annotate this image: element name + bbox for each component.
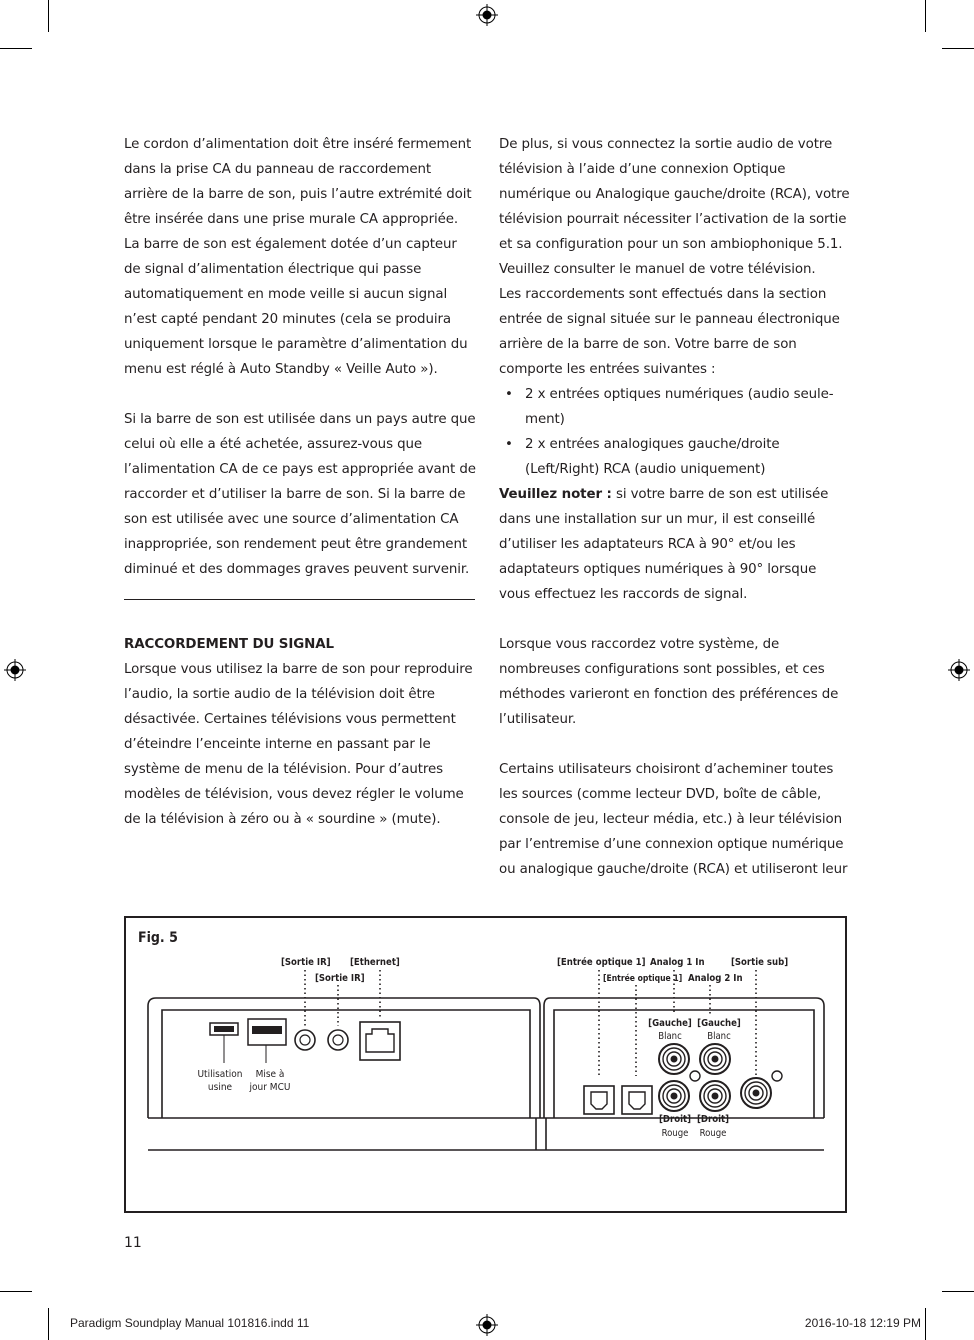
label-sortie-ir-2: [Sortie IR] [315, 973, 365, 984]
page-number: 11 [124, 1235, 142, 1251]
figure-title: Fig. 5 [138, 930, 178, 946]
crop-mark [0, 48, 32, 49]
paragraph: Si la barre de son est utilisée dans un pays autre que celui où elle a été achetée, assurez-vous que l’alimentation CA de ce pays est appropriée avant de raccorder et d’utiliser la barre de son. Si la barre de son est utilisée avec une source d’alimentation CA inappropriée, son rendement peut être grandement diminué et des dommages graves peuvent survenir. [124, 412, 476, 577]
label-blanc-1: Blanc [658, 1031, 682, 1042]
label-gauche-2: [Gauche] [697, 1018, 741, 1029]
rca-jack-icon [700, 1081, 730, 1111]
note-label: Veuillez noter : [499, 487, 612, 502]
paragraph: Lorsque vous utilisez la barre de son pour reproduire l’audio, la sortie audio de la télévision doit être désactivée. Certaines télévisions vous permettent d’éteindre l’enceinte interne en passant par le système de menu de la télévision. Pour d’autres modèles de télévision, vous devez régler le volume de la télévision à zéro ou à « sourdine » (mute). [124, 662, 473, 827]
label-mise: Mise à [255, 1069, 285, 1080]
note-paragraph [499, 482, 851, 607]
optical-port-icon [584, 1086, 614, 1114]
crop-mark [925, 0, 926, 32]
paragraph: Le cordon d’alimentation doit être inséré fermement dans la prise CA du panneau de raccordement arrière de la barre de son, puis l’autre extrémité doit être insérée dans une prise murale CA appropriée. [124, 137, 472, 227]
paragraph: Certains utilisateurs choisiront d’acheminer toutes les sources (comme lecteur DVD, boîte de câble, console de jeu, lecteur média, etc.) à leur télévision par l’entremise d’une connexion optique numérique ou analogique gauche/droite (RCA) et utiliseront leur [499, 762, 848, 877]
subwoofer-jack-icon [741, 1078, 771, 1108]
left-column [124, 132, 476, 582]
crop-mark [48, 0, 49, 32]
section-heading: RACCORDEMENT DU SIGNAL [124, 637, 334, 652]
label-analog-2: Analog 2 In [688, 973, 743, 984]
panel-diagram [126, 918, 849, 1215]
label-entree-optique-2: [Entrée optique 1] [603, 974, 683, 984]
crop-mark [942, 48, 974, 49]
registration-mark-icon [948, 659, 970, 681]
label-gauche-1: [Gauche] [648, 1018, 692, 1029]
label-droit-1: [Droit] [658, 1114, 692, 1125]
list-item: • 2 x entrées analogiques gauche/droite (Left/Right) RCA (audio uniquement) [499, 432, 851, 482]
label-blanc-2: Blanc [707, 1031, 731, 1042]
label-sortie-sub: [Sortie sub] [731, 957, 789, 968]
divider [124, 599, 475, 600]
signal-section [124, 632, 476, 832]
label-sortie-ir-1: [Sortie IR] [281, 957, 331, 968]
paragraph: De plus, si vous connectez la sortie audio de votre télévision à l’aide d’une connexion Optique numérique ou Analogique gauche/droite (RCA), votre télévision pourrait nécessiter l’activation de la sortie et sa configuration pour un son ambiophonique 5.1. Veuillez consulter le manuel de votre télévision. [499, 137, 850, 277]
paragraph: La barre de son est également dotée d’un capteur de signal d’alimentation électrique qui passe automatiquement en mode veille si aucun signal n’est capté pendant 20 minutes (cela se produira uniquement lorsque le paramètre d’alimentation du menu est réglé à Auto Standby « Veille Auto »). [124, 237, 468, 377]
label-utilisation: Utilisation [197, 1069, 243, 1080]
input-list [499, 382, 851, 482]
rca-jack-icon [659, 1081, 689, 1111]
label-ethernet: [Ethernet] [350, 957, 400, 968]
right-column [499, 132, 851, 882]
paragraph: Les raccordements sont effectués dans la section entrée de signal située sur le panneau électronique arrière de la barre de son. Votre barre de son comporte les entrées suivantes : [499, 287, 840, 377]
optical-port-icon [622, 1086, 652, 1114]
slug-date: 2016-10-18 12:19 PM [804, 1316, 921, 1330]
registration-mark-icon [476, 4, 498, 26]
label-rouge-1: Rouge [661, 1128, 689, 1139]
label-analog-1: Analog 1 In [650, 957, 705, 968]
rca-jack-icon [659, 1044, 689, 1074]
crop-mark [925, 1308, 926, 1340]
label-usine: usine [207, 1082, 233, 1093]
crop-mark [48, 1308, 49, 1340]
slug-file: Paradigm Soundplay Manual 101816.indd 11 [70, 1316, 310, 1330]
registration-mark-icon [4, 659, 26, 681]
figure-connection-panel [124, 916, 847, 1213]
label-jour-mcu: jour MCU [249, 1082, 291, 1093]
note-text: si votre barre de son est utilisée dans une installation sur un mur, il est conseillé d’utiliser les adaptateurs RCA à 90° et/ou les adaptateurs optiques numériques à 90° lorsque vous effectuez les raccords de signal. [499, 487, 829, 602]
list-item: • 2 x entrées optiques numériques (audio seulement) [499, 382, 851, 432]
crop-mark [0, 1291, 32, 1292]
crop-mark [942, 1291, 974, 1292]
paragraph: Lorsque vous raccordez votre système, de nombreuses configurations sont possibles, et ces méthodes varieront en fonction des préférences de l’utilisateur. [499, 637, 839, 727]
label-droit-2: [Droit] [696, 1114, 730, 1125]
registration-mark-icon [476, 1314, 498, 1336]
rca-jack-icon [700, 1044, 730, 1074]
label-entree-optique-1: [Entrée optique 1] [557, 957, 646, 968]
label-rouge-2: Rouge [699, 1128, 727, 1139]
